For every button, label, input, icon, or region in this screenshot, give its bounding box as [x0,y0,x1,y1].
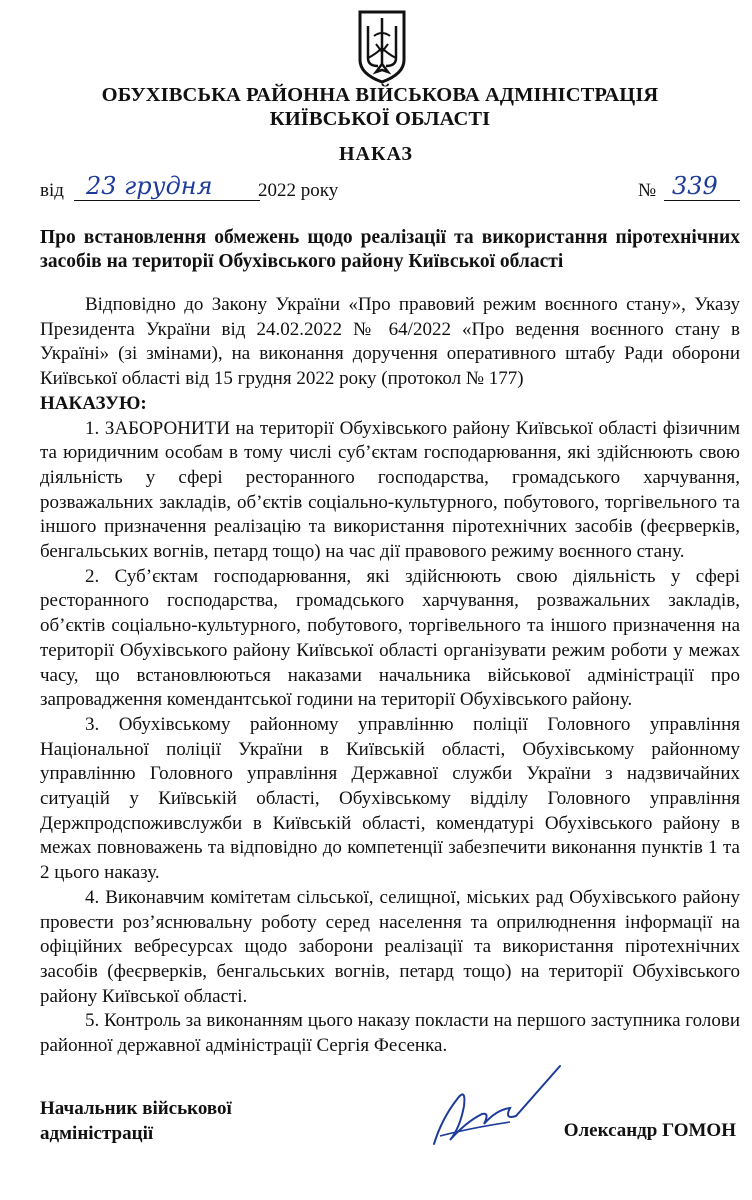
order-keyword: НАКАЗУЮ: [40,392,147,414]
handwritten-number: 339 [672,172,718,200]
date-prefix: від [40,180,64,201]
organization-region: КИЇВСЬКОЇ ОБЛАСТІ [269,108,491,130]
order-item: 3. Обухівському районному управлінню поліції Головного управління Національної поліції України в Київській області, Обухівському районному управлінню Головного управління Державної служби України з надзвичайних ситуацій у Київській області, Обухівському відділу Головного управління Держпродспоживслужби в Київській області, комендатурі Обухівського району в межах повноважень та відповідно до компетенції забезпечити виконання пунктів 1 та 2 цього наказу. [40,713,740,884]
order-subject: Про встановлення обмежень щодо реалізації та використання піротехнічних засобів на території Обухівського району Київської області [40,227,740,272]
order-item: 5. Контроль за виконанням цього наказу покласти на першого заступника голови районної державної адміністрації Сергія Фесенка. [40,1010,740,1057]
year-suffix: 2022 року [258,180,339,201]
coat-of-arms-icon [356,8,408,84]
handwritten-signature [420,1058,580,1158]
date-number-row [40,174,740,206]
signatory-title-line2: адміністрації [40,1123,154,1144]
signatory-title-line1: Начальник військової [40,1098,232,1119]
signatory-name: Олександр ГОМОН [563,1120,736,1141]
date-underline [74,174,260,201]
preamble-paragraph: Відповідно до Закону України «Про правовий режим воєнного стану», Указу Президента України від 24.02.2022 № 64/2022 «Про ведення воєнного стану в Україні» (зі змінами), на виконання доручення оперативного штабу Ради оборони Київської області від 15 грудня 2022 року (протокол № 177) [40,294,740,390]
handwritten-date: 23 грудня [86,172,213,200]
signatory-title [40,1096,340,1146]
number-label: № [638,180,657,201]
order-item: 2. Суб’єктам господарювання, які здійснюють свою діяльність у сфері ресторанного господарства, громадського харчування, розважальних закладів, об’єктів соціально-культурного, побутового, торгівельного та іншого призначення на території Обухівського району Київської області організувати режим роботи у межах часу, що встановлюються наказами начальника військової адміністрації про запровадження комендантської години на території Обухівського району. [40,565,740,711]
order-item: 1. ЗАБОРОНИТИ на території Обухівського району Київської області фізичним та юридичним особам в тому числі суб’єктам господарювання, які здійснюють свою діяльність у сфері ресторанного господарства, громадського харчування, розважальних закладів, об’єктів соціально-культурного, побутового, торгівельного та іншого призначення реалізацію та використання піротехнічних засобів (феєрверків, бенгальських вогнів, петард тощо) на час дії правового режиму воєнного стану. [40,417,740,563]
number-underline [664,174,740,201]
organization-name: ОБУХІВСЬКА РАЙОННА ВІЙСЬКОВА АДМІНІСТРАЦІЯ [101,84,659,106]
document-type-title: НАКАЗ [338,143,413,165]
order-body [40,293,740,1059]
order-item: 4. Виконавчим комітетам сільської, селищної, міських рад Обухівського району провести роз’яснювальну роботу серед населення та оприлюднення інформації на офіційних вебресурсах щодо заборони реалізації та використання піротехнічних засобів (феєрверків, бенгальських вогнів, петард тощо) на території Обухівського району Київської області. [40,886,740,1007]
